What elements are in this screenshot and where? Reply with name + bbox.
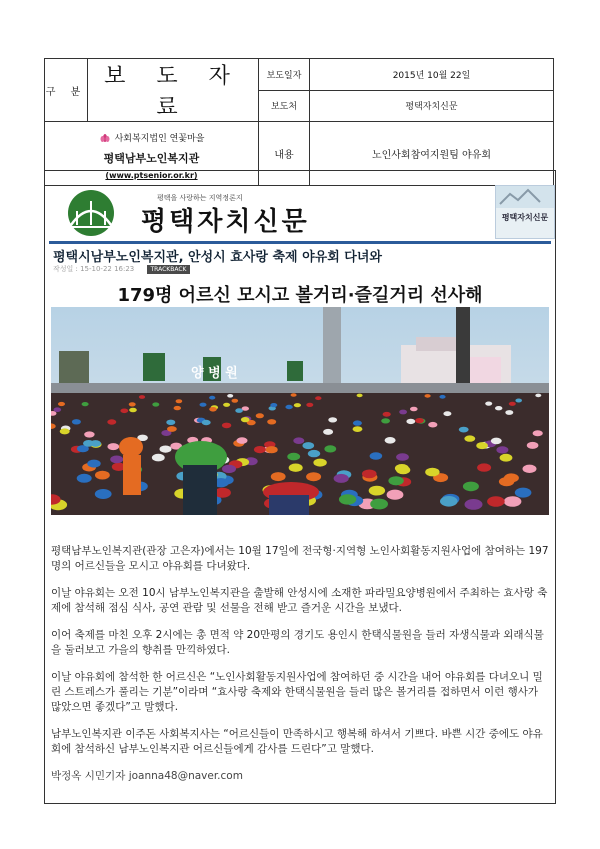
newspaper-logo-icon	[51, 187, 131, 237]
lotus-icon	[99, 133, 111, 143]
paper-name: 평택자치신문	[141, 207, 310, 237]
body-paragraph: 이날 야유회는 오전 10시 남부노인복지관을 출발해 안성시에 소재한 파라밀요양병원에서 주최하는 효사랑 축제에 참석해 점심 식사, 공연 관람 및 선물을 전해 받고 즐거운 시간을 보냈다.	[51, 587, 548, 614]
body-paragraph: 이날 야유회에 참석한 한 어르신은 “노인사회활동지원사업에 참여하던 중 시간을 내어 야유회를 다녀오니 밀린 스트레스가 풀리는 기분”이라며 “효사랑 축제와 한택식물원을 들러 많은 볼거리를 접하면서 이런 행사가 많았으면 좋겠다”고 말했다.	[51, 671, 543, 713]
byline	[51, 769, 549, 784]
date-label: 보도일자	[259, 59, 310, 91]
org-name: 평택남부노인복지관	[103, 152, 200, 165]
body-paragraph: 평택남부노인복지관(관장 고은자)에서는 10월 17일에 전국형·지역형 노인사회활동지원사업에 참여하는 197명의 어르신들을 모시고 야유회를 다녀왔다.	[51, 545, 549, 572]
body-paragraph: 이어 축제를 마친 오후 2시에는 총 면적 약 20만평의 경기도 용인시 한택식물원을 들러 자생식물과 외래식물을 둘러보고 가을의 향취를 만끽하였다.	[51, 629, 544, 656]
article-body	[51, 544, 549, 796]
content-label: 내용	[259, 122, 310, 186]
photo-sign-text: 양 병 원	[191, 366, 238, 381]
article-headline: 평택시남부노인복지관, 안성시 효사랑 축제 야유회 다녀와	[53, 250, 382, 265]
paper-side-name: 평택자치신문	[501, 213, 549, 222]
paper-side-thumbnail	[495, 185, 555, 239]
paper-slogan: 평택을 사랑하는 지역정론지	[157, 194, 243, 202]
outlet-label: 보도처	[259, 90, 310, 122]
org-foundation: 사회복지법인 연꽃마을	[114, 134, 205, 144]
body-paragraph: 남부노인복지관 이주돈 사회복지사는 “어르신들이 만족하시고 행복해 하셔서 기쁘다. 바쁜 시간 중에도 야유회에 참석하신 남부노인복지관 어르신들에게 감사를 드린다”고 말했다.	[51, 728, 543, 755]
festival-crowd-photo	[51, 307, 549, 515]
document-title: 보 도 자 료	[88, 59, 259, 122]
outlet-value: 평택자치신문	[310, 90, 554, 122]
article-subheadline: 179명 어르신 모시고 볼거리·즐길거리 선사해	[117, 285, 483, 306]
header-divider-bar	[49, 241, 551, 244]
trackback-button[interactable]: TRACKBACK	[147, 265, 191, 274]
press-release-header-table	[44, 58, 554, 186]
article-date: 작성일 : 15-10-22 16:23	[53, 265, 135, 273]
gubun-label: 구 분	[45, 59, 88, 122]
author-email-link[interactable]: joanna48@naver.com	[128, 770, 243, 782]
content-value: 노인사회참여지원팀 야유회	[310, 122, 554, 186]
date-value: 2015년 10월 22일	[310, 59, 554, 91]
author-name: 박정옥 시민기자	[51, 770, 126, 782]
article-meta	[53, 264, 190, 274]
org-url-link[interactable]: (www.ptsenior.or.kr)	[105, 171, 198, 180]
thumbnail-image-icon	[496, 186, 554, 208]
article-frame	[44, 170, 556, 804]
